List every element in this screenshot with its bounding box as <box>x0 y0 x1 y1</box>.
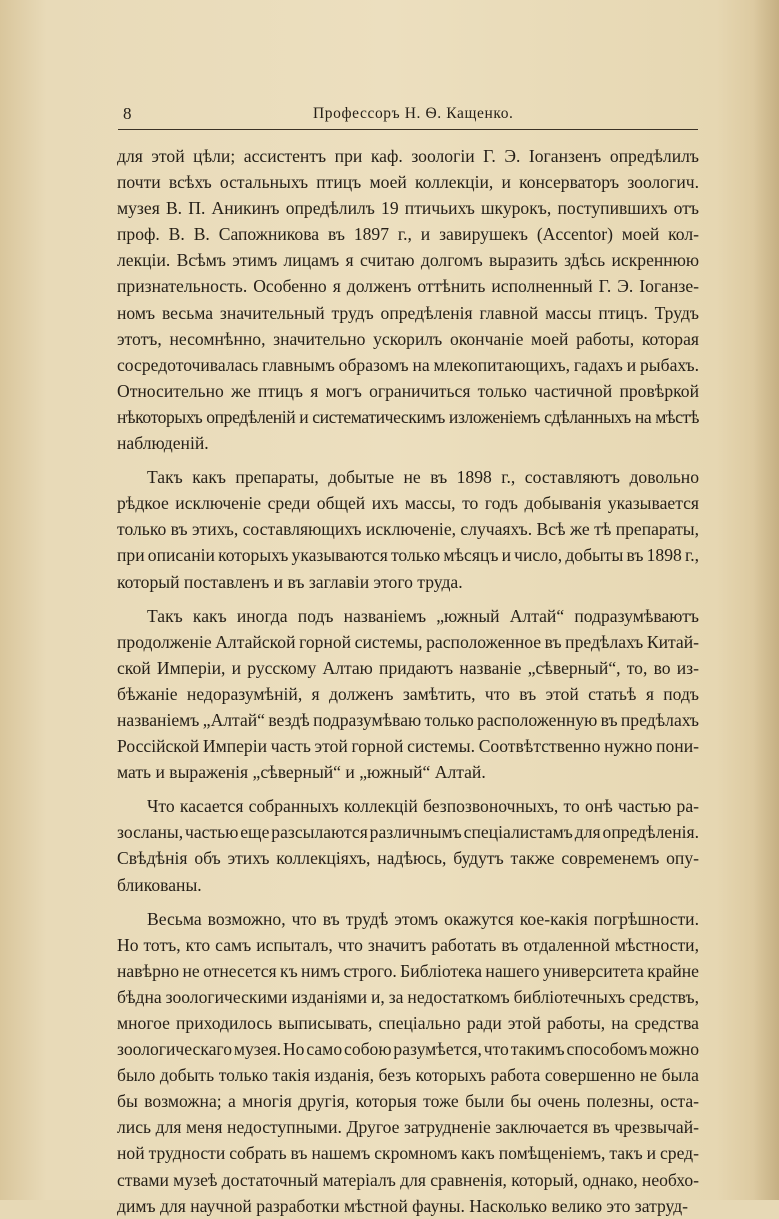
text-line: музея В. П. Аникинъ опредѣлилъ 19 птичьихъ шкурокъ, поступившихъ отъ <box>117 198 699 219</box>
paragraph-gap <box>117 785 699 793</box>
page-header <box>118 104 698 130</box>
page-number: 8 <box>123 104 132 123</box>
text-line: сосредоточивалась главнымъ образомъ на млекопитающихъ, гадахъ и рыбахъ. <box>117 354 699 375</box>
text-line: бѣжаніе недоразумѣній, я долженъ замѣтить, что въ этой статьѣ я подъ <box>117 683 699 704</box>
text-line: этотъ, несомнѣнно, значительно ускорилъ окончаніе моей работы, которая <box>117 328 699 349</box>
text-line: многое приходилось выписывать, спеціально ради этой работы, на средства <box>117 1013 699 1033</box>
text-line: названіемъ „Алтай“ вездѣ подразумѣваю только расположенную въ предѣлахъ <box>117 709 699 730</box>
paragraph-gap <box>117 898 699 906</box>
text-line: продолженіе Алтайской горной системы, расположенное въ предѣлахъ Китай- <box>117 631 699 652</box>
text-line: Россійской Имперіи часть этой горной системы. Соотвѣтственно нужно пони- <box>117 736 699 757</box>
text-line: Весьма возможно, что въ трудѣ этомъ окажутся кое-какія погрѣшности. <box>147 908 699 929</box>
text-line: при описаніи которыхъ указываются только мѣсяцъ и число, добыты въ 1898 г., <box>117 545 699 566</box>
text-line: бликованы. <box>117 874 202 895</box>
paragraph <box>117 906 699 1219</box>
text-line: лекціи. Всѣмъ этимъ лицамъ я считаю долгомъ выразить здѣсь искреннюю <box>117 250 699 271</box>
text-line: рѣдкое исключеніе среди общей ихъ массы, то годъ добыванія указывается <box>117 493 699 514</box>
body-text <box>117 143 699 1219</box>
text-line: мать и выраженія „сѣверный“ и „южный“ Алтай. <box>117 762 486 783</box>
text-line: зосланы, частью еще разсылаются различнымъ спеціалистамъ для опредѣленія. <box>117 822 699 843</box>
paragraph <box>117 464 699 594</box>
paragraph-gap <box>117 595 699 603</box>
text-line: который поставленъ и въ заглавіи этого труда. <box>117 571 463 592</box>
running-head: Профессоръ Н. Ѳ. Кащенко. <box>313 105 514 122</box>
text-line: наблюденій. <box>117 433 209 454</box>
text-line: лись для меня недоступными. Другое затрудненіе заключается въ чрезвычай- <box>117 1117 699 1138</box>
text-line: зоологическаго музея. Но само собою разумѣется, что такимъ способомъ можно <box>117 1039 699 1060</box>
text-line: бѣдна зоологическими изданіями и, за недостаткомъ библіотечныхъ средствъ, <box>117 986 699 1007</box>
paragraph <box>117 793 699 897</box>
text-line: почти всѣхъ остальныхъ птицъ моей коллекціи, и консерваторъ зоологич. <box>117 172 699 193</box>
text-line: димъ для научной разработки мѣстной фауны. Насколько велико это затруд- <box>117 1195 689 1216</box>
text-line: Что касается собранныхъ коллекцій безпозвоночныхъ, то онѣ частью ра- <box>147 796 699 817</box>
text-line: номъ весьма значительный трудъ опредѣленія главной массы птицъ. Трудъ <box>117 302 699 323</box>
text-line: Такъ какъ препараты, добытые не въ 1898 г., составляютъ довольно <box>147 467 699 488</box>
text-line: было добыть только такія изданія, безъ которыхъ работа совершенно не была <box>117 1065 699 1086</box>
text-line: нѣкоторыхъ опредѣленій и систематическимъ изложеніемъ сдѣланныхъ на мѣстѣ <box>117 406 699 427</box>
text-line: проф. В. В. Сапожникова въ 1897 г., и завирушекъ (Accentor) моей кол- <box>117 224 699 245</box>
paragraph <box>117 603 699 786</box>
text-line: Относительно же птицъ я могъ ограничиться только частичной провѣркой <box>117 380 699 401</box>
text-line: Но тотъ, кто самъ испыталъ, что значитъ работать въ отдаленной мѣстности, <box>117 934 699 955</box>
text-line: только въ этихъ, составляющихъ исключеніе, случаяхъ. Всѣ же тѣ препараты, <box>117 519 699 540</box>
page-fold-shadow <box>753 0 779 1200</box>
text-line: признательность. Особенно я долженъ оттѣнить исполненный Г. Э. Іоганзе- <box>117 276 699 297</box>
header-rule <box>118 129 698 130</box>
paragraph <box>117 143 699 456</box>
text-line: Свѣдѣнія объ этихъ коллекціяхъ, надѣюсь, будутъ также современемъ опу- <box>117 848 699 869</box>
text-line: бы возможна; а многія другія, которыя тоже были бы очень полезны, оста- <box>117 1091 699 1112</box>
text-line: Такъ какъ иногда подъ названіемъ „южный Алтай“ подразумѣваютъ <box>147 605 699 626</box>
text-line: ской Имперіи, и русскому Алтаю придаютъ названіе „сѣверный“, то, во из- <box>117 657 699 678</box>
text-line: навѣрно не отнесется къ нимъ строго. Библіотека нашего университета крайне <box>117 960 699 981</box>
text-line: ной трудности собрать въ нашемъ скромномъ какъ помѣщеніемъ, такъ и сред- <box>117 1143 699 1164</box>
text-line: для этой цѣли; ассистентъ при каф. зоологіи Г. Э. Іоганзенъ опредѣлилъ <box>117 146 699 166</box>
paragraph-gap <box>117 456 699 464</box>
text-line: ствами музеѣ достаточный матеріалъ для сравненія, который, однако, необхо- <box>117 1169 699 1190</box>
